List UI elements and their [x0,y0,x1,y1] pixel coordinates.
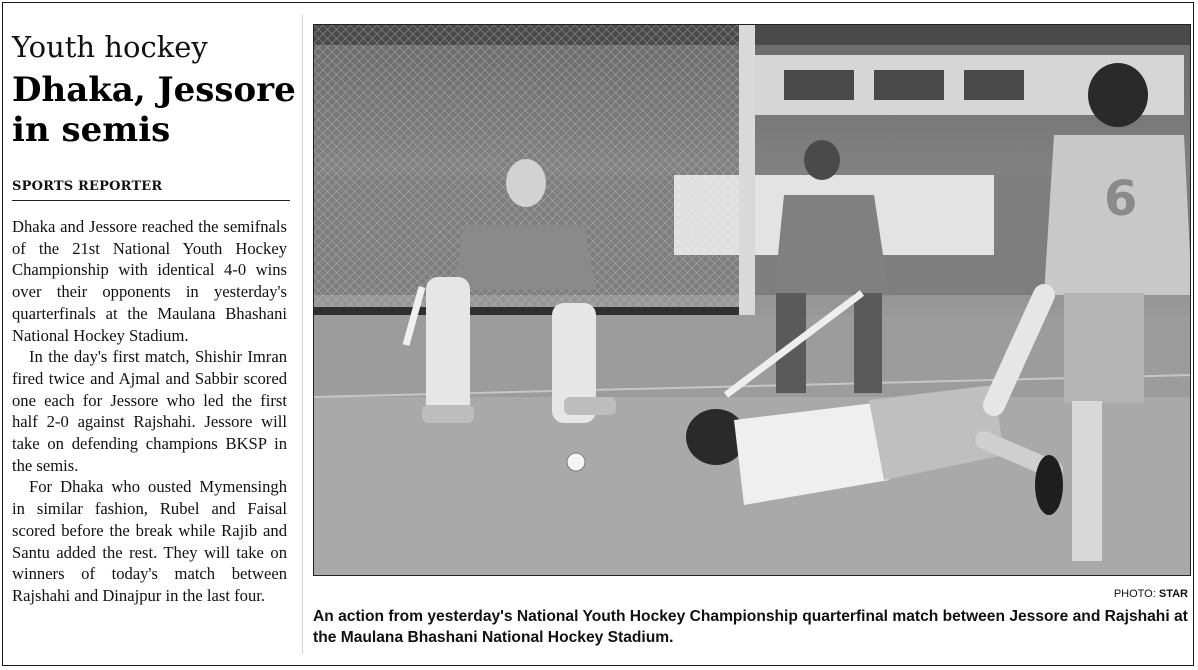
jersey-number: 6 [1104,171,1138,227]
column-divider [302,14,303,654]
banner-letter [874,70,944,100]
article-paragraph: Dhaka and Jessore reached the semifnals of the 21st National Youth Hockey Championship with identical 4-0 wins over their opponents in yesterday's quarterfinals at the Maulana Bhashani National Hockey Stadium. [12,217,287,345]
article-headline: Dhaka, Jessore in semis [12,70,296,150]
hockey-ball [567,453,585,471]
photo-credit [1114,588,1188,601]
article-kicker: Youth hockey [12,30,208,64]
photo-caption: An action from yesterday's National Youth Hockey Championship quarterfinal match between Jessore and Rajshahi at the Maulana Bhashani National Hockey Stadium. [313,608,1188,646]
article-body [12,216,287,607]
banner-letter [964,70,1024,100]
photo-illustration [314,25,1191,576]
article-byline: SPORTS REPORTER [12,176,290,201]
article-paragraph: In the day's first match, Shishir Imran fired twice and Ajmal and Sabbir scored one each for Jessore who led the first half 2-0 against Rajshahi. Jessore will take on defending champions BKSP in the semis. [12,347,287,475]
hockey-action-photo [313,24,1191,576]
credit-source: STAR [1158,588,1188,600]
banner-letter [784,70,854,100]
article-paragraph: For Dhaka who ousted Mymensingh in similar fashion, Rubel and Faisal scored before the break while Rajib and Santu added the rest. They will take on winners of today's match between Rajshahi and Dinajpur in the last four. [12,477,287,605]
credit-prefix: PHOTO: [1113,588,1156,600]
